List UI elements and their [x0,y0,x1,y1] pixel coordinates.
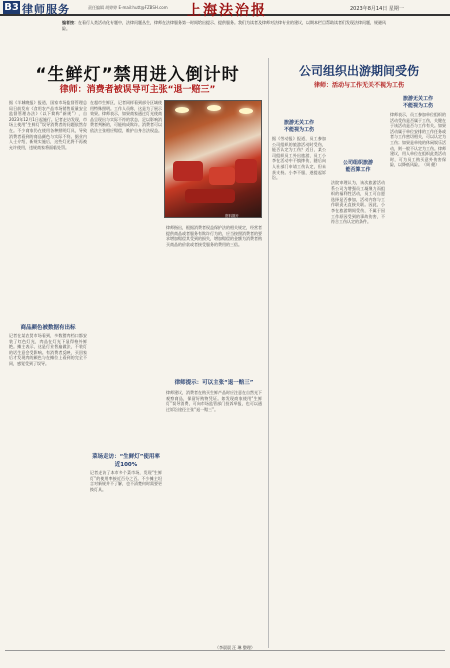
right-subhead-2: 公司组织旅游 能否算工作 [342,160,373,173]
lead-column-1b [9,333,87,648]
right-column-1 [272,136,326,646]
lead-column-3b [166,390,262,640]
right-column-2 [331,180,385,646]
lead-column-2b [90,470,162,648]
editor-info: 责任编辑 胡婷婷 E-mail:hutt@FZBSH.com [88,5,168,10]
meat-counter-photo [164,100,262,218]
lead-byline: （李晨晨 汪 琳 整理） [215,645,255,650]
lead-paragraph: 记者在某农贸市场看到，多数猪肉档口都安装了红色灯光，肉品在灯光下显得格外鲜艳。摊主表示，这是行业普遍做法，不装灯的话生意会受影响。有消费者反映，买回家后才发现肉的颜色与在摊位上看到的完全不同，感觉受到了误导。 [9,333,87,366]
lead-column-3 [166,225,262,373]
lead-subhead-2: 菜场走访：“生鲜灯”使用率近100% [92,454,160,468]
lead-paragraph: 据《羊城晚报》报道，国家市场监督管理总局日前发布《食用农产品市场销售质量安全监督管理办法》（以下简称“新规”），自2023年12月1日起施行。记者走访发现，市场上使用“生鲜灯”误导消费者的问题依然存在。不少商家仍在使用各种照明灯具，导致消费者看到的商品颜色与实际不符。据业内人士介绍，新规实施后，这些灯光将不再被允许使用，违规商家将面临处罚。 [9,100,87,150]
editor-note [62,20,392,32]
right-paragraph: 法院审理认为，该次旅游活动系公司为增强员工凝聚力而组织的福利性活动，员工可自愿选择是否参加，活动内容与工作职责无直接关联。因此，小李在旅游期间受伤，不属于因工作原因受到的事故伤害，不符合工伤认定的条件。 [331,180,385,225]
lead-headline: “生鲜灯”禁用进入倒计时 [35,65,240,85]
right-column-3 [390,112,446,646]
right-headline: 公司组织出游期间受伤 [298,64,419,78]
right-subheadline: 律师：活动与工作无关不视为工伤 [313,82,404,89]
section-title: 律师服务 [22,3,70,16]
editor-note-label: 编者按： [62,20,78,25]
page-number-badge: B3 [4,2,19,13]
column-divider [268,58,269,648]
lead-subhead-3: 律师提示：可以主张“退一赔三” [174,380,254,386]
right-subhead-1: 旅游无关工作 不能视为工伤 [283,120,314,133]
lead-paragraph: 在超市生鲜区，记者同样看到部分区域使用特殊照明。工作人员称，这是为了展示效果。律师表示，如果商家通过灯光使商品呈现出与实际不符的状态，足以影响消费者判断的，可能构成欺诈。消费者可以依法主张相应赔偿，维护自身合法权益。 [90,100,162,133]
lead-paragraph: 律师指出，根据消费者权益保护法的相关规定，经营者提供商品或者服务有欺诈行为的，应当按照消费者的要求增加赔偿其受到的损失，增加赔偿的金额为消费者购买商品的价款或者接受服务的费用的三倍。 [166,225,262,247]
lead-paragraph: 律师建议，消费者在购买生鲜产品时应注意在自然光下观察商品，保留好购物凭证。如发现商家使用“生鲜灯”误导消费，可向市场监管部门投诉举报，也可以通过诉讼途径主张“退一赔三”。 [166,390,262,412]
lead-paragraph: 记者走访了本市多个菜市场，发现“生鲜灯”的使用率接近百分之百。不少摊主坦言对新规并不了解，也不清楚何时需要更换灯具。 [90,470,162,492]
right-subhead-3: 旅游无关工作 不能视为工伤 [402,96,433,109]
right-paragraph: 律师表示，员工参加单位组织的活动受伤是否属于工伤，关键在于该活动是否与工作有关。如果活动属于单位安排的工作任务或者与工作密切相关，可以认定为工伤；如果是单纯的休闲娱乐活动，则一般不认定为工伤。律师建议，用人单位在组织此类活动时，可为员工购买意外伤害保险，以降低风险。（周 健） [390,112,446,168]
issue-date: 2023年8月14日 星期一 [350,6,404,12]
section-divider [5,650,445,651]
newspaper-logo: 上海法治报 [187,3,267,19]
lead-column-2 [90,100,162,445]
lead-subheadline: 律师：消费者被误导可主张“退一赔三” [59,85,216,95]
editor-note-text: 在看行人类活动化专题中，法律问题丛生，律师在法律服务第一时间给出提示、提供服务。我们为读者及律师对法律专业的建议，以期本栏目帮助读者们发现法律问题，规避风险。 [62,20,386,31]
lead-subhead-1: 商品颜色被数据有出标 [20,325,76,331]
photo-credit: 资料图片 [225,214,239,218]
right-paragraph: 据《劳动报》报道，员工参加公司组织的旅游活动时受伤，能否认定为工伤？近日，某公司组织员工外出旅游，员工小李在活动中不慎摔伤，随后向人社部门申请工伤认定，但未获支持。小李不服，遂提起诉讼。 [272,136,326,181]
